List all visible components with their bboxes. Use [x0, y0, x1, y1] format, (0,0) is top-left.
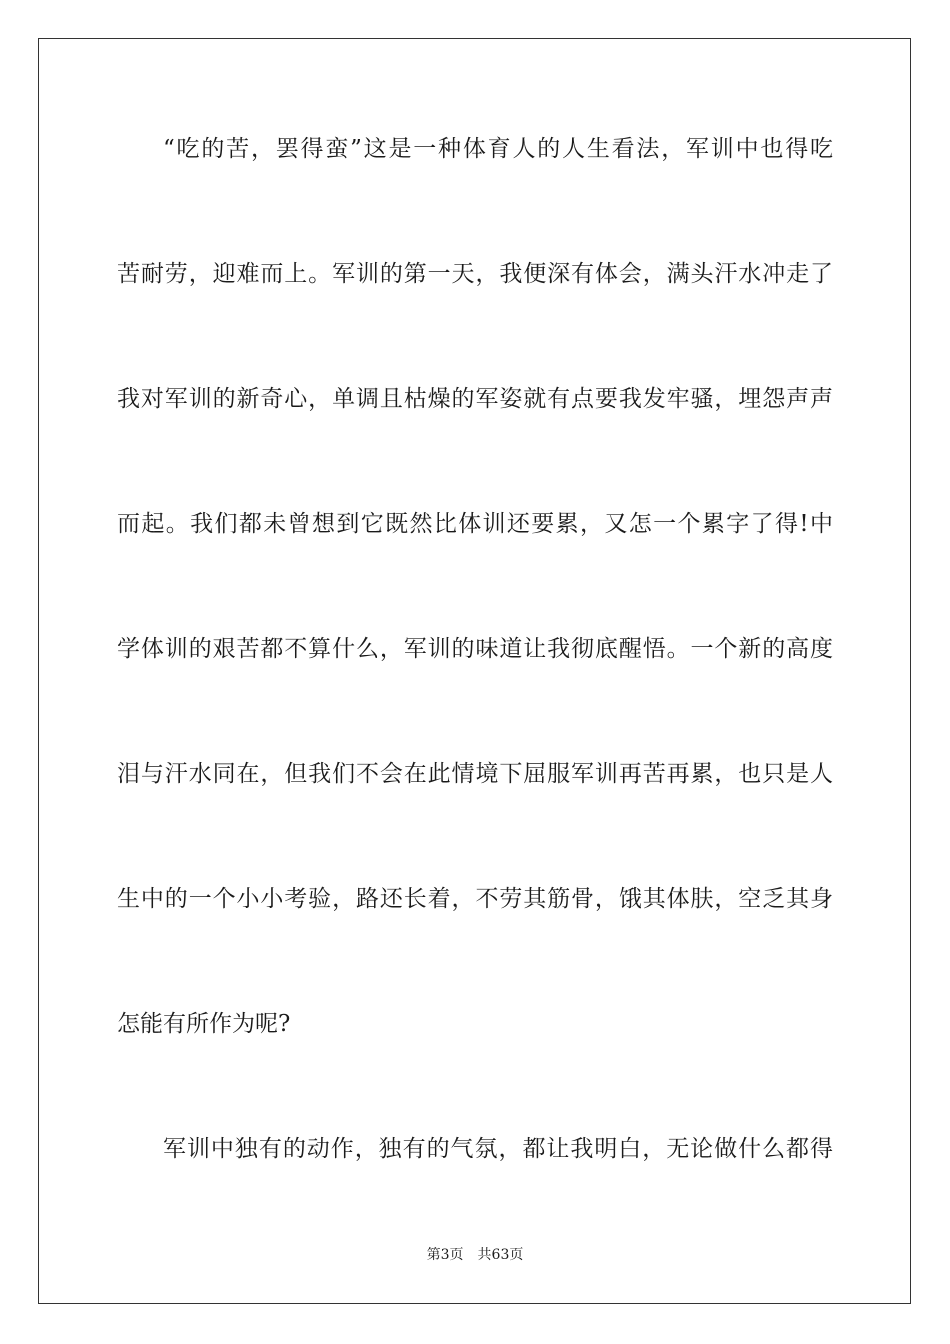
paragraph-1-line-4: 而起。我们都未曾想到它既然比体训还要累，又怎一个累字了得!中	[117, 511, 833, 537]
page-total: 共63页	[477, 1247, 524, 1263]
paragraph-2-line-1: 军训中独有的动作，独有的气氛，都让我明白，无论做什么都得	[163, 1136, 833, 1162]
paragraph-1-line-7: 生中的一个小小考验，路还长着，不劳其筋骨，饿其体肤，空乏其身	[117, 886, 833, 912]
page-border	[38, 38, 911, 1304]
paragraph-1-line-6: 泪与汗水同在，但我们不会在此情境下屈服军训再苦再累，也只是人	[117, 761, 833, 787]
paragraph-1-line-8: 怎能有所作为呢?	[117, 1011, 291, 1037]
paragraph-1-line-2: 苦耐劳，迎难而上。军训的第一天，我便深有体会，满头汗水冲走了	[117, 261, 833, 287]
paragraph-1-line-5: 学体训的艰苦都不算什么，军训的味道让我彻底醒悟。一个新的高度	[117, 636, 833, 662]
page-number: 第3页	[426, 1247, 464, 1263]
paragraph-1-line-3: 我对军训的新奇心，单调且枯燥的军姿就有点要我发牢骚，埋怨声声	[117, 386, 833, 412]
page-footer	[0, 1246, 950, 1264]
paragraph-1-line-1: “吃的苦，罢得蛮”这是一种体育人的人生看法，军训中也得吃	[163, 136, 833, 162]
